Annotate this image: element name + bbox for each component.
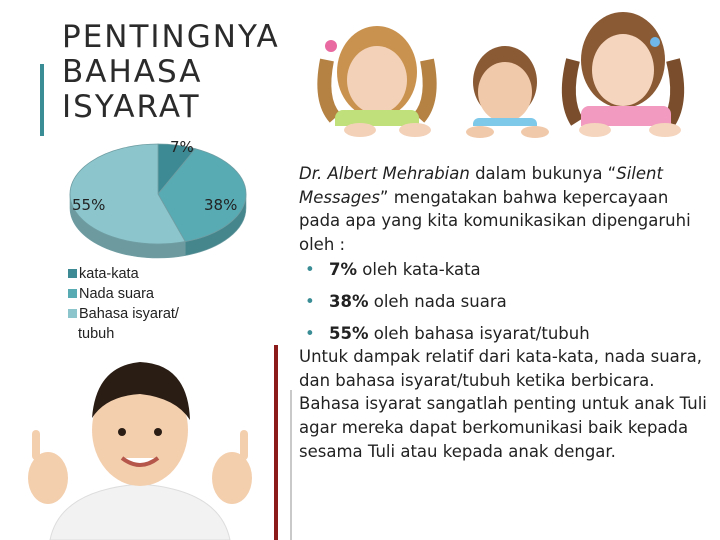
legend-swatch-kata (68, 269, 77, 278)
data-label-nada: 38% (204, 196, 238, 214)
book-title: Silent Messages (299, 164, 663, 207)
legend-label-isyarat: Bahasa isyarat/ (79, 306, 179, 322)
legend-item-isyarat (68, 304, 228, 324)
legend-item-kata (68, 264, 228, 284)
bullet-text: oleh bahasa isyarat/tubuh (368, 323, 590, 343)
conclusion-paragraph: Untuk dampak relatif dari kata-kata, nada suara, dan bahasa isyarat/tubuh ketika berbicara. Bahasa isyarat sangatlah penting untuk anak Tuli agar mereka dapat berkomunikasi baik kepada sesama Tuli atau kepada anak dengar. (299, 347, 707, 461)
bullet-text: oleh nada suara (368, 291, 507, 311)
bullet-value: 38% (329, 291, 369, 311)
bullet-icon: • (305, 291, 315, 311)
vertical-divider-light (290, 390, 292, 540)
title-accent-bar (40, 64, 44, 136)
intro-paragraph (299, 162, 709, 256)
legend-item-nada (68, 284, 228, 304)
bullet-item (299, 290, 709, 314)
bullet-item (299, 322, 709, 346)
children-photo (305, 0, 710, 140)
author-name: Dr. Albert Mehrabian (299, 164, 470, 183)
data-label-kata: 7% (170, 138, 194, 156)
data-label-isyarat: 55% (72, 196, 106, 214)
bullet-icon: • (305, 260, 315, 280)
legend-swatch-isyarat (68, 309, 77, 318)
title-line-3: ISYARAT (62, 89, 201, 125)
legend-swatch-nada (68, 289, 77, 298)
bullet-text: oleh kata-kata (357, 260, 481, 280)
bullet-icon: • (305, 323, 315, 343)
body-text (299, 162, 709, 463)
legend-label-nada: Nada suara (79, 286, 154, 302)
title-line-1: PENTINGNYA (62, 19, 280, 55)
bullet-item (299, 258, 709, 282)
title-line-2: BAHASA (62, 54, 203, 90)
legend-label-kata: kata-kata (79, 266, 139, 282)
bullet-list (299, 258, 709, 345)
boy-photo (10, 348, 270, 540)
chart-legend (68, 264, 228, 344)
intro-mid: dalam bukunya “ (469, 164, 617, 183)
bullet-value: 7% (329, 260, 358, 280)
intro-rest: ” mengatakan bahwa kepercayaan pada apa yang kita komunikasikan dipengaruhi oleh : (299, 187, 691, 254)
vertical-divider (274, 345, 278, 540)
bullet-value: 55% (329, 323, 369, 343)
legend-label-isyarat-cont: tubuh (78, 326, 115, 342)
page-title (62, 20, 292, 125)
